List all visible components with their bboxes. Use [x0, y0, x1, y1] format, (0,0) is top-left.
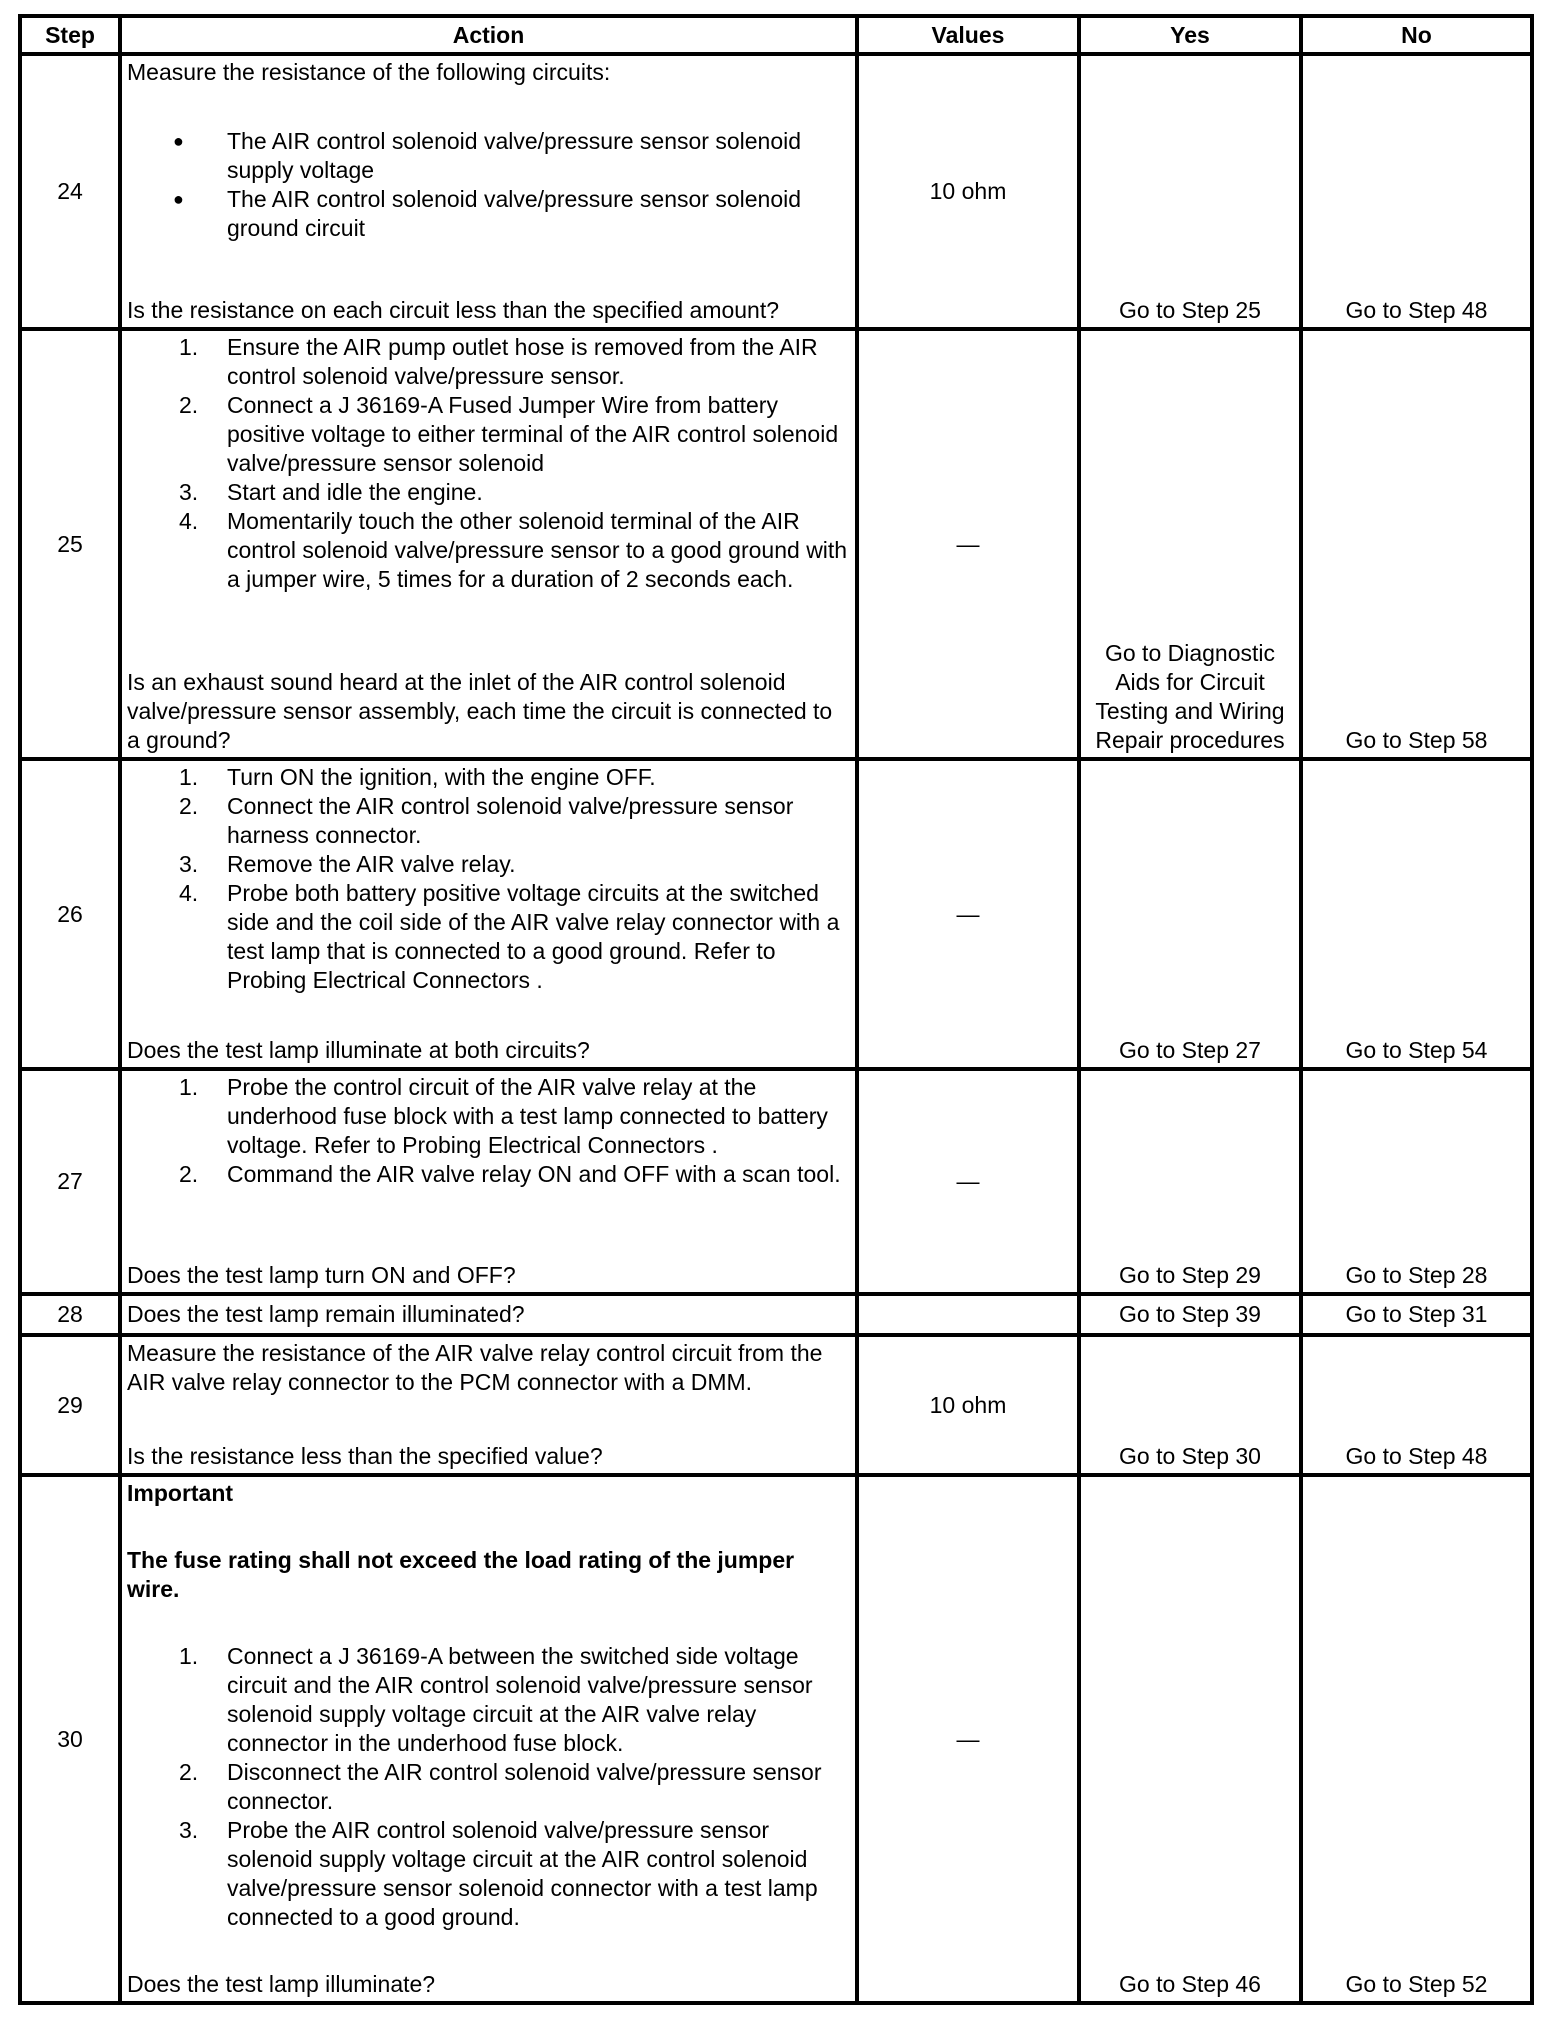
- action-cell: [120, 1335, 857, 1475]
- yes-result: Go to Step 25: [1079, 54, 1301, 329]
- header-values: Values: [857, 16, 1079, 54]
- value-cell: [857, 1294, 1079, 1335]
- list-item: 3. Remove the AIR valve relay.: [179, 851, 516, 877]
- no-result: Go to Step 58: [1301, 329, 1532, 759]
- list-item: 2. Connect a J 36169-A Fused Jumper Wire from battery positive voltage to either terminal of the AIR control solenoid valve/pressure sensor solenoid: [179, 392, 839, 476]
- list-item: 4. Probe both battery positive voltage circuits at the switched side and the coil side of the AIR valve relay connector with a test lamp that is connected to a good ground. Refer to Probing Electrical Connectors .: [179, 880, 840, 993]
- header-action: Action: [120, 16, 857, 54]
- table-row: [20, 759, 1532, 1069]
- table-row: [20, 1335, 1532, 1475]
- action-intro: Measure the resistance of the following circuits:: [127, 59, 611, 85]
- table-row: [20, 1475, 1532, 2003]
- action-cell: [120, 759, 857, 1069]
- step-number: 24: [20, 54, 120, 329]
- action-cell: [120, 1069, 857, 1294]
- step-number: 25: [20, 329, 120, 759]
- numbered-list: [127, 333, 850, 594]
- diagnostic-document: [18, 14, 1530, 2002]
- value-cell: —: [857, 329, 1079, 759]
- table-row: [20, 329, 1532, 759]
- step-number: 30: [20, 1475, 120, 2003]
- no-result: Go to Step 28: [1301, 1069, 1532, 1294]
- no-result: Go to Step 48: [1301, 1335, 1532, 1475]
- action-intro: Measure the resistance of the AIR valve relay control circuit from the AIR valve relay connector to the PCM connector with a DMM.: [127, 1340, 823, 1395]
- table-row: [20, 1069, 1532, 1294]
- bullet-icon: ●: [173, 131, 184, 151]
- action-cell: [120, 329, 857, 759]
- table-row: [20, 54, 1532, 329]
- table-row: [20, 1294, 1532, 1335]
- value-cell: —: [857, 1069, 1079, 1294]
- no-result: Go to Step 48: [1301, 54, 1532, 329]
- action-question: Does the test lamp turn ON and OFF?: [127, 1262, 516, 1288]
- list-item: 1. Probe the control circuit of the AIR valve relay at the underhood fuse block with a test lamp connected to battery voltage. Refer to Probing Electrical Connectors .: [179, 1074, 828, 1158]
- diagnostic-table: [18, 14, 1534, 2005]
- step-number: 28: [20, 1294, 120, 1335]
- action-question: Does the test lamp illuminate?: [127, 1971, 436, 1997]
- step-number: 26: [20, 759, 120, 1069]
- action-cell: [120, 54, 857, 329]
- yes-result: Go to Step 27: [1079, 759, 1301, 1069]
- important-note: The fuse rating shall not exceed the load rating of the jumper wire.: [127, 1547, 795, 1602]
- list-item: ● The AIR control solenoid valve/pressure sensor solenoid ground circuit: [173, 186, 802, 241]
- value-cell: —: [857, 759, 1079, 1069]
- list-item: 1. Connect a J 36169-A between the switched side voltage circuit and the AIR control solenoid valve/pressure sensor solenoid supply voltage circuit at the AIR valve relay connector in the underhood fuse block.: [179, 1643, 813, 1756]
- list-item: 3. Probe the AIR control solenoid valve/pressure sensor solenoid supply voltage circuit at the AIR control solenoid valve/pressure sensor solenoid connector with a test lamp connected to a good ground.: [179, 1817, 818, 1930]
- action-question: Is an exhaust sound heard at the inlet of the AIR control solenoid valve/pressure sensor assembly, each time the circuit is connected to a ground?: [127, 669, 833, 753]
- no-result: Go to Step 52: [1301, 1475, 1532, 2003]
- action-question: Is the resistance less than the specified value?: [127, 1443, 603, 1469]
- bullet-icon: ●: [173, 189, 184, 209]
- no-result: Go to Step 54: [1301, 759, 1532, 1069]
- step-number: 27: [20, 1069, 120, 1294]
- important-title: Important: [127, 1480, 234, 1506]
- action-question: Does the test lamp illuminate at both circuits?: [127, 1037, 590, 1063]
- list-item: 3. Start and idle the engine.: [179, 479, 483, 505]
- numbered-list: [127, 1073, 850, 1189]
- list-item: 4. Momentarily touch the other solenoid terminal of the AIR control solenoid valve/pressure sensor to a good ground with a jumper wire, 5 times for a duration of 2 seconds each.: [179, 508, 848, 592]
- list-item: 2. Disconnect the AIR control solenoid valve/pressure sensor connector.: [179, 1759, 822, 1814]
- action-question: Is the resistance on each circuit less than the specified amount?: [127, 297, 780, 323]
- header-step: Step: [20, 16, 120, 54]
- list-item: 2. Command the AIR valve relay ON and OFF with a scan tool.: [179, 1161, 841, 1187]
- yes-result: Go to Step 30: [1079, 1335, 1301, 1475]
- list-item: 1. Ensure the AIR pump outlet hose is removed from the AIR control solenoid valve/pressure sensor.: [179, 334, 818, 389]
- numbered-list: [127, 763, 850, 995]
- numbered-list: [127, 1642, 850, 1932]
- value-cell: 10 ohm: [857, 1335, 1079, 1475]
- step-number: 29: [20, 1335, 120, 1475]
- list-item: ● The AIR control solenoid valve/pressure sensor solenoid supply voltage: [173, 128, 802, 183]
- yes-result: Go to Step 46: [1079, 1475, 1301, 2003]
- value-cell: —: [857, 1475, 1079, 2003]
- yes-result: Go to Step 39: [1079, 1294, 1301, 1335]
- list-item: 2. Connect the AIR control solenoid valve/pressure sensor harness connector.: [179, 793, 794, 848]
- yes-result: Go to Diagnostic Aids for Circuit Testing and Wiring Repair procedures: [1079, 329, 1301, 759]
- bullet-list: [127, 127, 850, 243]
- action-question: Does the test lamp remain illuminated?: [127, 1301, 525, 1327]
- header-yes: Yes: [1079, 16, 1301, 54]
- header-no: No: [1301, 16, 1532, 54]
- value-cell: 10 ohm: [857, 54, 1079, 329]
- action-cell: [120, 1475, 857, 2003]
- yes-result: Go to Step 29: [1079, 1069, 1301, 1294]
- no-result: Go to Step 31: [1301, 1294, 1532, 1335]
- list-item: 1. Turn ON the ignition, with the engine OFF.: [179, 764, 656, 790]
- header-row: [20, 16, 1532, 54]
- action-cell: [120, 1294, 857, 1335]
